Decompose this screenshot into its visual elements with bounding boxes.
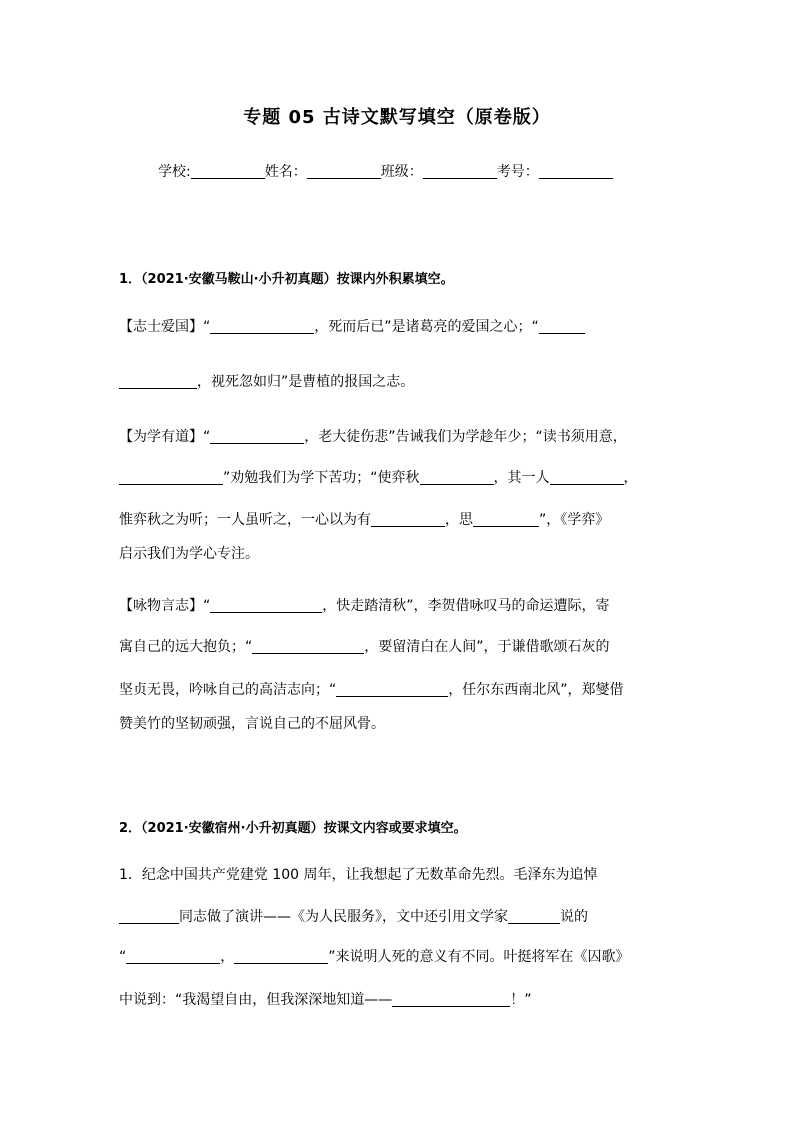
q1-line-5: 惟弈秋之为听；一人虽听之，一心以为有 ，思 ”，《学弈》 [119, 512, 610, 528]
answer-blank[interactable] [539, 319, 585, 334]
number-blank[interactable] [539, 164, 613, 179]
student-info-row [158, 161, 613, 181]
q1-line-7: 【咏物言志】“ ，快走踏清秋”，李贺借咏叹马的命运遭际，寄 [119, 598, 610, 614]
answer-blank[interactable] [508, 909, 560, 924]
question-1-heading: 1．（2021·安徽马鞍山·小升初真题）按课内外积累填空。 [119, 272, 454, 287]
answer-blank[interactable] [234, 949, 328, 964]
q1-line-10: 赞美竹的坚韧顽强，言说自己的不屈风骨。 [119, 716, 385, 732]
class-blank[interactable] [423, 164, 497, 179]
answer-blank[interactable] [392, 992, 510, 1007]
q1-line-6: 启示我们为学心专注。 [119, 546, 259, 562]
answer-blank[interactable] [420, 470, 494, 485]
answer-blank[interactable] [126, 949, 220, 964]
answer-blank[interactable] [210, 319, 314, 334]
school-label: 学校: [158, 164, 191, 180]
answer-blank[interactable] [210, 598, 322, 613]
q2-line-3: “ ， ”来说明人死的意义有不同。叶挺将军在《囚歌》 [119, 949, 630, 965]
answer-blank[interactable] [336, 682, 448, 697]
name-label: 姓名： [264, 164, 307, 180]
name-blank[interactable] [307, 164, 381, 179]
school-blank[interactable] [191, 164, 265, 179]
q1-line-3: 【为学有道】“ ，老大徒伤悲”告诫我们为学趁年少；“读书须用意， [119, 429, 627, 445]
q2-line-4: 中说到：“我渴望自由，但我深深地知道—— ！” [119, 992, 532, 1008]
answer-blank[interactable] [119, 909, 179, 924]
number-label: 考号： [496, 164, 539, 180]
answer-blank[interactable] [473, 512, 539, 527]
answer-blank[interactable] [210, 429, 304, 444]
q1-line-2: ，视死忽如归”是曹植的报国之志。 [119, 372, 414, 392]
answer-blank[interactable] [550, 470, 624, 485]
page-title: 专题 05 古诗文默写填空（原卷版） [243, 107, 551, 128]
q1-line-4: ”劝勉我们为学下苦功；“使弈秋 ，其一人 ， [119, 468, 638, 488]
q1-line-1: 【志士爱国】“ ，死而后已”是诸葛亮的爱国之心；“ [119, 317, 585, 337]
q1-line-8: 寓自己的远大抱负；“ ，要留清白在人间”，于谦借歌颂石灰的 [119, 639, 610, 655]
answer-blank[interactable] [371, 512, 445, 527]
q2-line-2: 同志做了演讲——《为人民服务》，文中还引用文学家 说的 [119, 907, 588, 927]
q2-line-1: 1．纪念中国共产党建党 100 周年，让我想起了无数革命先烈。毛泽东为追悼 [119, 867, 598, 883]
answer-blank[interactable] [119, 470, 223, 485]
q1-line-9: 坚贞无畏，吟咏自己的高洁志向；“ ，任尔东西南北风”，郑燮借 [119, 682, 624, 698]
question-2-heading: 2．（2021·安徽宿州·小升初真题）按课文内容或要求填空。 [119, 821, 467, 836]
answer-blank[interactable] [252, 639, 364, 654]
answer-blank[interactable] [119, 374, 197, 389]
class-label: 班级： [380, 164, 423, 180]
